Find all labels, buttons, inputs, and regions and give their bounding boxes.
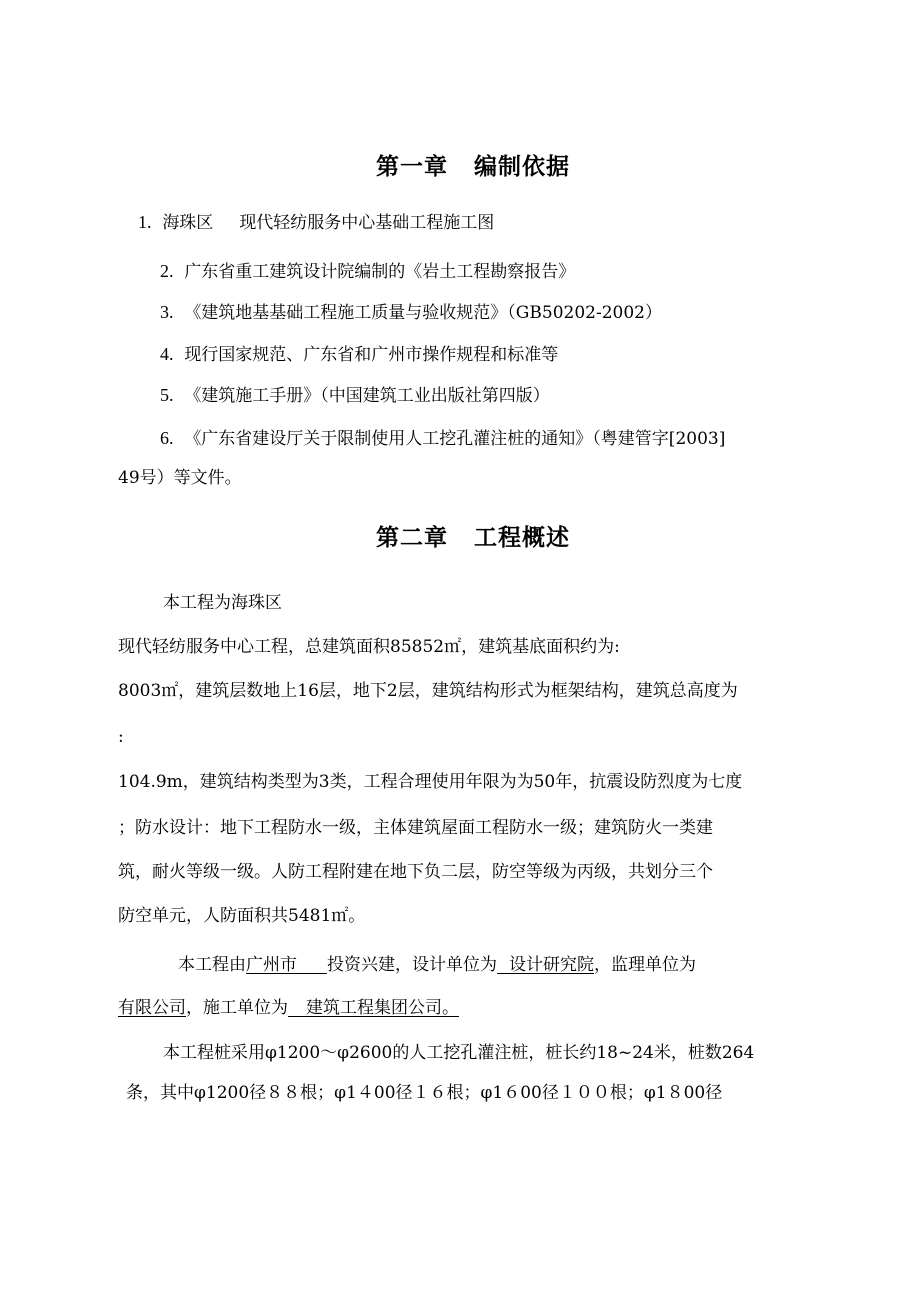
- list-item: 1. 海珠区 现代轻纺服务中心基础工程施工图: [138, 212, 495, 233]
- designer-name: 设计研究院: [509, 955, 594, 975]
- list-item: 6. 《广东省建设厅关于限制使用人工挖孔灌注桩的通知》（粤建管字[2003]: [160, 428, 726, 449]
- developer-city: 广州市: [246, 955, 297, 975]
- pile-line: 条，其中φ1200径８８根；φ1４00径１６根；φ1６00径１００根；φ1８00径: [126, 1083, 723, 1103]
- overview-line: 防空单元，人防面积共5481㎡。: [118, 906, 366, 926]
- pile-line: 本工程桩采用φ1200～φ2600的人工挖孔灌注桩，桩长约18~24米，桩数264: [163, 1043, 755, 1063]
- chapter-1-heading: [376, 156, 570, 179]
- builder-blank: [288, 998, 306, 1017]
- designer-blank: [497, 955, 509, 974]
- overview-line: 本工程为海珠区: [163, 593, 282, 613]
- list-item: 4. 现行国家规范、广东省和广州市操作规程和标准等: [160, 344, 559, 365]
- chapter-2-title: 工程概述: [474, 525, 570, 551]
- overview-line: ；防水设计：地下工程防水一级，主体建筑屋面工程防水一级；建筑防火一类建: [118, 818, 713, 838]
- overview-line: 8003㎡，建筑层数地上16层，地下2层，建筑结构形式为框架结构，建筑总高度为: [118, 681, 738, 701]
- overview-line: 现代轻纺服务中心工程，总建筑面积85852㎡，建筑基底面积约为:: [118, 637, 620, 657]
- participants-line-2: 有限公司，施工单位为 建筑工程集团公司。: [118, 998, 459, 1018]
- list-item: 5. 《建筑施工手册》（中国建筑工业出版社第四版）: [160, 385, 550, 406]
- list-item-continuation: 49号）等文件。: [118, 468, 242, 488]
- list-item: 3. 《建筑地基基础工程施工质量与验收规范》（GB50202-2002）: [160, 302, 662, 323]
- chapter-2-number: 第二章: [376, 525, 448, 551]
- chapter-1-number: 第一章: [376, 154, 448, 180]
- chapter-1-title: 编制依据: [474, 154, 570, 180]
- developer-blank: [297, 955, 327, 974]
- overview-line: 筑，耐火等级一级。人防工程附建在地下负二层，防空等级为丙级，共划分三个: [118, 862, 713, 882]
- supervisor-name: 有限公司: [118, 998, 186, 1018]
- list-item: 2. 广东省重工建筑设计院编制的《岩土工程勘察报告》: [160, 261, 576, 282]
- chapter-2-heading: [376, 527, 570, 550]
- builder-name: 建筑工程集团公司。: [306, 998, 459, 1018]
- participants-line-1: 本工程由广州市 投资兴建，设计单位为 设计研究院，监理单位为: [178, 955, 696, 975]
- overview-line: :: [118, 727, 124, 747]
- overview-line: 104.9m，建筑结构类型为3类，工程合理使用年限为为50年，抗震设防烈度为七度: [118, 772, 743, 792]
